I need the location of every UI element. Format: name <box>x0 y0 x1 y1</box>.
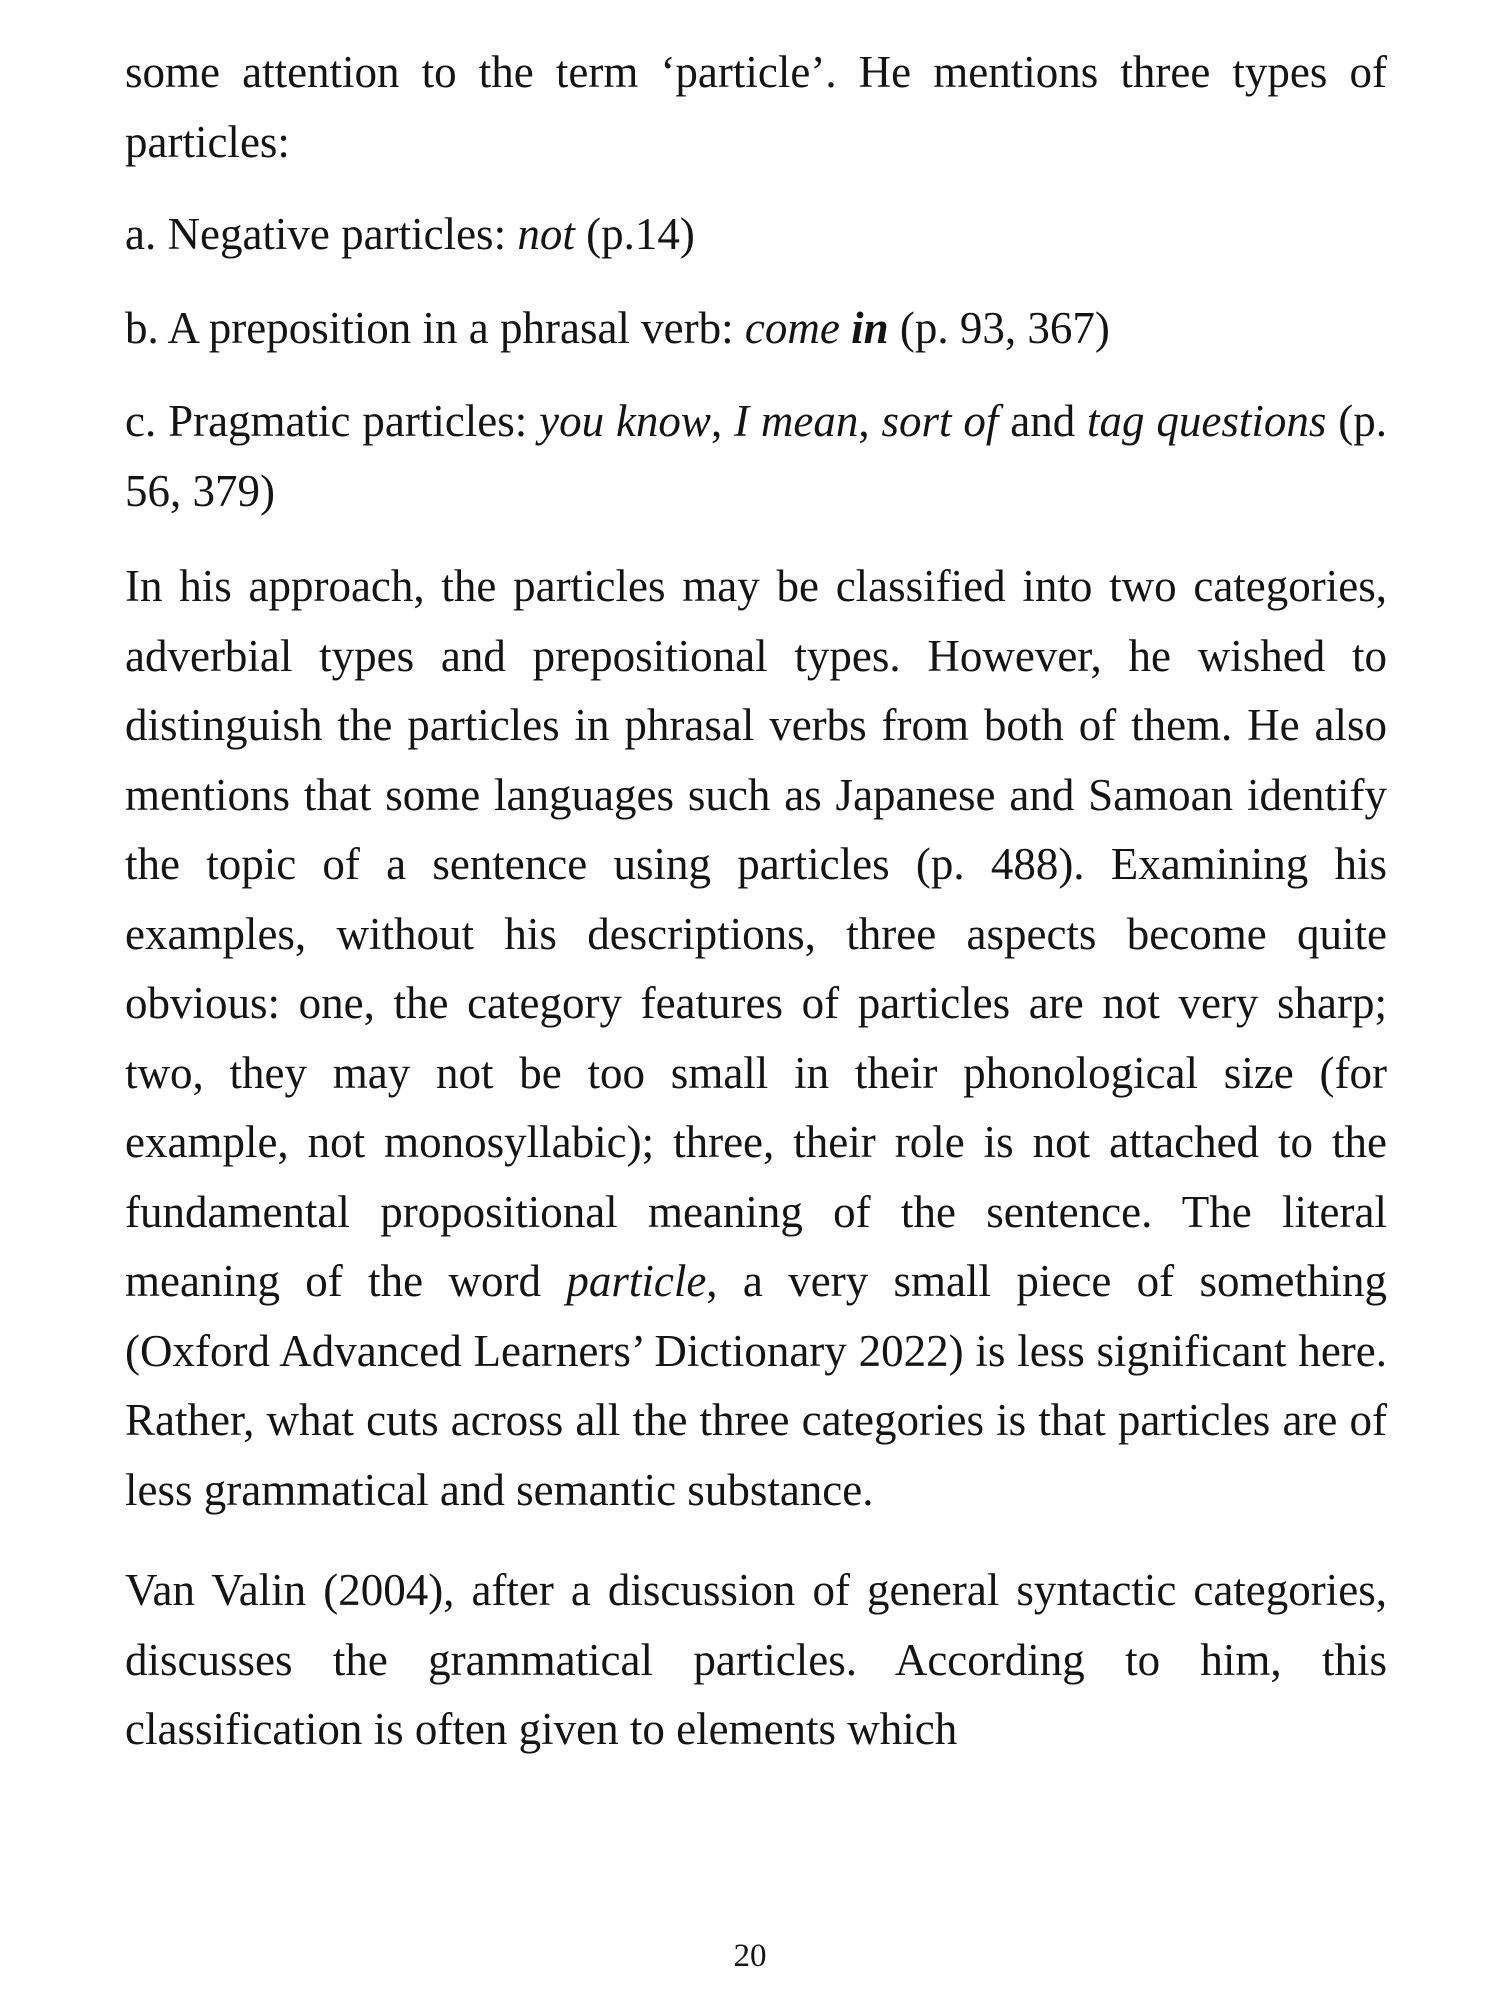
list-item-b-ref: (p. 93, 367) <box>888 302 1110 353</box>
list-item-b-label: b. A preposition in a phrasal verb: <box>125 302 745 353</box>
list-item-c <box>125 387 1387 526</box>
list-item-c-ref: (p. 56, 379) <box>125 396 1387 516</box>
body-paragraph-1-text-a: In his approach, the particles may be classified into two categories, adverbial types and prepositional types. However, he wished to distinguish the particles in phrasal verbs from both of them. He also mentions that some languages such as Japanese and Samoan identify the topic of a sentence using particles (p. 488). Examining his examples, without his descriptions, three aspects become quite obvious: one, the category features of particles are not very sharp; two, they may not be too small in their phonological size (for example, not monosyllabic); three, their role is not attached to the fundamental propositional meaning of the sentence. The literal meaning of the word <box>125 561 1387 1306</box>
list-item-a-label: a. Negative particles: <box>125 209 518 259</box>
list-item-b <box>125 294 1387 364</box>
body-paragraph-1-text-b: , a very small piece of something (Oxford Advanced Learners’ Dictionary 2022) is less significant here. Rather, what cuts across all the three categories is that particles are of less grammatical and semantic substance. <box>125 1256 1387 1515</box>
body-paragraph-1-italic-term: particle <box>566 1256 707 1306</box>
list-item-c-example-3: sort of <box>881 396 999 446</box>
list-item-b-emphasis: in <box>851 302 889 353</box>
list-item-a-ref: (p.14) <box>574 209 695 259</box>
list-item-c-example-2: I mean <box>734 396 859 446</box>
list-item-a <box>125 200 1387 270</box>
page-body <box>125 38 1387 1765</box>
list-item-c-separator-1: , <box>710 396 735 446</box>
intro-paragraph: some attention to the term ‘particle’. He mentions three types of particles: <box>125 47 1387 167</box>
list-item-c-separator-2: , <box>858 396 882 446</box>
list-item-c-conjunction: and <box>998 396 1088 446</box>
page-number: 20 <box>733 1938 767 1974</box>
list-item-a-example: not <box>517 209 575 259</box>
list-item-c-label: c. Pragmatic particles: <box>125 396 540 446</box>
list-item-c-example-1: you know <box>539 396 711 446</box>
list-item-c-example-4: tag questions <box>1087 396 1327 446</box>
body-paragraph-1 <box>125 552 1387 1525</box>
body-paragraph-2: Van Valin (2004), after a discussion of general syntactic categories, discusses the grammatical particles. According to him, this classification is often given to elements which <box>125 1565 1387 1754</box>
list-item-b-example: come <box>744 302 852 353</box>
